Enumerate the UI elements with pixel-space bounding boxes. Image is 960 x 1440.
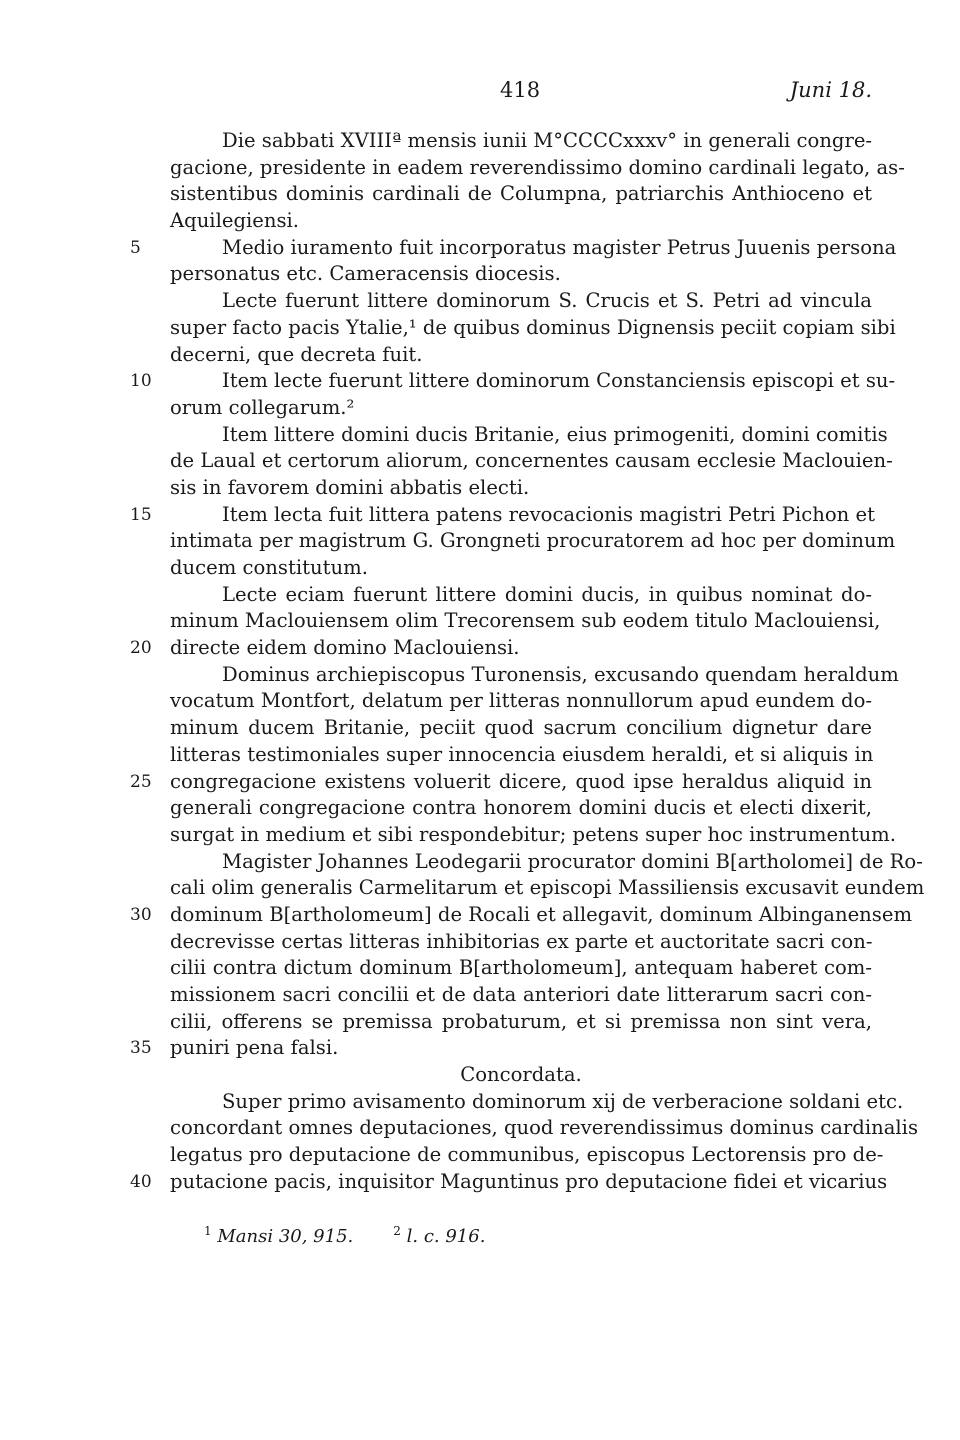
text-line (130, 368, 896, 395)
line-text: Medio iuramento fuit incorporatus magister Petrus Juuenis persona (222, 235, 897, 259)
text-line (170, 422, 888, 449)
text-line (170, 875, 925, 902)
line-text: personatus etc. Cameracensis diocesis. (170, 262, 561, 286)
line-text: putacione pacis, inquisitor Maguntinus pro deputacione fidei et vicarius (170, 1169, 888, 1193)
text-line (130, 635, 872, 662)
text-line (170, 822, 896, 849)
text-line (130, 769, 872, 796)
text-line (170, 261, 872, 288)
line-text: directe eidem domino Maclouiensi. (170, 636, 520, 660)
text-line (170, 181, 872, 208)
line-number: 5 (130, 237, 141, 258)
text-line (170, 795, 872, 822)
text-line (170, 155, 905, 182)
line-text: Lecte fuerunt littere dominorum S. Crucis et S. Petri ad vincula (222, 289, 872, 313)
line-text: cilii, offerens se premissa probaturum, et si premissa non sint vera, (170, 1009, 872, 1033)
page-header (0, 78, 960, 108)
line-text: intimata per magistrum G. Grongneti procuratorem ad hoc per dominum (170, 529, 896, 553)
line-number: 10 (130, 371, 152, 392)
line-text: surgat in medium et sibi respondebitur; petens super hoc instrumentum. (170, 822, 896, 846)
footnote (204, 1224, 353, 1247)
text-line (170, 395, 872, 422)
line-text: vocatum Montfort, delatum per litteras nonnullorum apud eundem do- (170, 689, 872, 713)
line-number: 25 (130, 771, 152, 792)
text-line (170, 315, 896, 342)
text-line (130, 1169, 888, 1196)
text-line (170, 662, 899, 689)
line-text: Super primo avisamento dominorum xij de verberacione soldani etc. (222, 1089, 904, 1113)
text-line (170, 1062, 872, 1089)
footnote (393, 1224, 485, 1247)
line-text: sistentibus dominis cardinali de Columpna, patriarchis Anthioceno et (170, 182, 872, 206)
text-line (170, 1115, 918, 1142)
running-head-date: Juni 18. (789, 78, 872, 102)
line-text: Item lecte fuerunt littere dominorum Constanciensis episcopi et su- (222, 369, 896, 393)
line-text: orum collegarum.² (170, 395, 355, 419)
text-line (170, 688, 872, 715)
line-text: de Laual et certorum aliorum, concernentes causam ecclesie Maclouien- (170, 449, 893, 473)
line-text: decrevisse certas litteras inhibitorias ex parte et auctoritate sacri con- (170, 929, 873, 953)
line-text: minum ducem Britanie, peciit quod sacrum concilium dignetur dare (170, 716, 872, 740)
text-line (170, 982, 872, 1009)
text-line (170, 955, 872, 982)
section-heading: Concordata. (460, 1063, 582, 1087)
text-line (170, 849, 923, 876)
text-line (170, 715, 872, 742)
line-number: 35 (130, 1038, 152, 1059)
text-line (170, 1009, 872, 1036)
text-line (170, 608, 881, 635)
line-text: Dominus archiepiscopus Turonensis, excusando quendam heraldum (222, 662, 899, 686)
text-line (130, 1035, 872, 1062)
line-number: 20 (130, 638, 152, 659)
text-line (170, 208, 872, 235)
text-line (170, 1089, 904, 1116)
text-line (130, 902, 913, 929)
text-line (170, 528, 896, 555)
line-text: Aquilegiensi. (170, 209, 300, 233)
line-text: decerni, que decreta fuit. (170, 342, 423, 366)
footnote-reference: Mansi 30, 915. (211, 1226, 354, 1247)
line-text: Lecte eciam fuerunt littere domini ducis, in quibus nominat do- (222, 582, 872, 606)
line-text: legatus pro deputacione de communibus, episcopus Lectorensis pro de- (170, 1143, 884, 1167)
line-text: sis in favorem domini abbatis electi. (170, 475, 530, 499)
text-line (170, 288, 872, 315)
line-text: Die sabbati XVIIIª mensis iunii M°CCCCxxxv° in generali congre- (222, 129, 873, 152)
line-number: 30 (130, 904, 152, 925)
line-text: Magister Johannes Leodegarii procurator domini B[artholomei] de Ro- (222, 849, 923, 873)
footnote-mark: 1 (204, 1224, 212, 1238)
line-text: congregacione existens voluerit dicere, quod ipse heraldus aliquid in (170, 769, 872, 793)
line-text: puniri pena falsi. (170, 1036, 339, 1060)
text-line (170, 582, 872, 609)
body-text (130, 128, 925, 1196)
line-text: generali congregacione contra honorem domini ducis et electi dixerit, (170, 796, 872, 820)
line-text: minum Maclouiensem olim Trecorensem sub eodem titulo Maclouiensi, (170, 609, 881, 633)
line-number: 40 (130, 1171, 152, 1192)
text-line (130, 502, 875, 529)
line-text: cali olim generalis Carmelitarum et episcopi Massiliensis excusavit eundem (170, 876, 925, 900)
line-text: concordant omnes deputaciones, quod reverendissimus dominus cardinalis (170, 1116, 918, 1140)
line-text: ducem constitutum. (170, 556, 368, 579)
text-line (170, 1142, 884, 1169)
line-text: super facto pacis Ytalie,¹ de quibus dominus Dignensis peciit copiam sibi (170, 315, 896, 339)
line-text: Item lecta fuit littera patens revocacionis magistri Petri Pichon et (222, 502, 875, 526)
line-text: Item littere domini ducis Britanie, eius primogeniti, domini comitis (222, 422, 888, 446)
line-number: 15 (130, 504, 152, 525)
line-text: gacione, presidente in eadem reverendissimo domino cardinali legato, as- (170, 155, 905, 179)
text-line (170, 742, 872, 769)
text-line (130, 235, 897, 262)
footnotes (204, 1224, 525, 1247)
line-text: dominum B[artholomeum] de Rocali et allegavit, dominum Albinganensem (170, 902, 913, 926)
footnote-reference: l. c. 916. (400, 1226, 486, 1247)
text-line (170, 448, 893, 475)
footnote-mark: 2 (393, 1224, 401, 1238)
page-number: 418 (500, 78, 541, 102)
line-text: missionem sacri concilii et de data anteriori date litterarum sacri con- (170, 983, 872, 1006)
text-line (170, 475, 872, 502)
line-text: litteras testimoniales super innocencia eiusdem heraldi, et si aliquis in (170, 742, 874, 766)
text-line (170, 555, 872, 582)
text-line (170, 342, 872, 369)
text-line (170, 128, 872, 155)
line-text: cilii contra dictum dominum B[artholomeum], antequam haberet com- (170, 956, 872, 980)
text-line (170, 929, 872, 956)
